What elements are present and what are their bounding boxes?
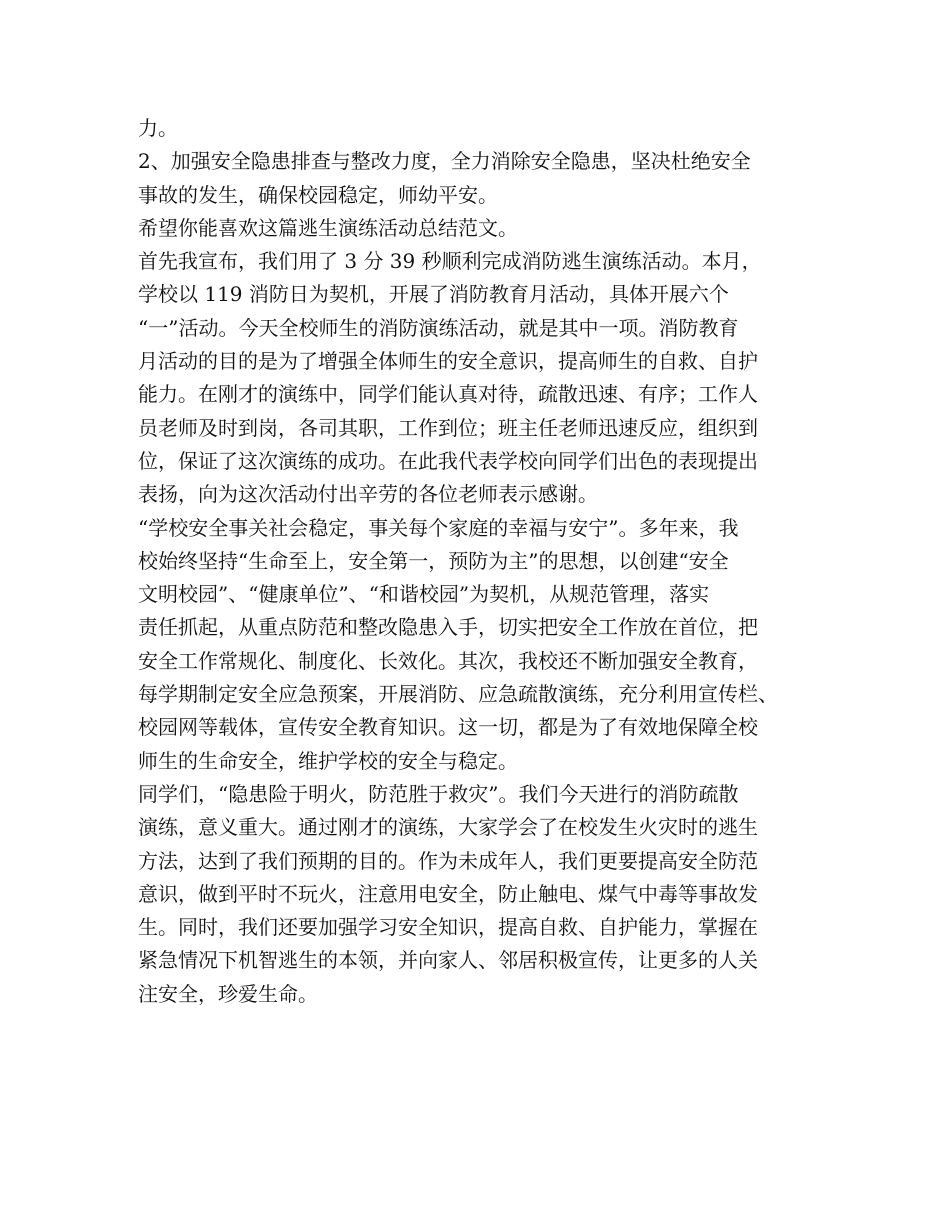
text-line: 校始终坚持“生命至上，安全第一，预防为主”的思想，以创建“安全 bbox=[138, 548, 729, 573]
text-line: 方法，达到了我们预期的目的。作为未成年人，我们更要提高安全防范 bbox=[138, 848, 758, 873]
text-line: 生。同时，我们还要加强学习安全知识，提高自救、自护能力，掌握在 bbox=[138, 915, 758, 940]
text-line: 同学们，“隐患险于明火，防范胜于救灾”。我们今天进行的消防疏散 bbox=[138, 781, 739, 806]
text-line: 首先我宣布，我们用了 3 分 39 秒顺利完成消防逃生演练活动。本月， bbox=[138, 249, 762, 274]
text-line: 演练，意义重大。通过刚才的演练，大家学会了在校发生火灾时的逃生 bbox=[138, 815, 758, 840]
text-line: 安全工作常规化、制度化、长效化。其次，我校还不断加强安全教育， bbox=[138, 648, 758, 673]
text-line: 注安全，珍爱生命。 bbox=[138, 981, 318, 1006]
text-line: 事故的发生，确保校园稳定，师幼平安。 bbox=[138, 182, 498, 207]
text-line: “学校安全事关社会稳定，事关每个家庭的幸福与安宁”。多年来，我 bbox=[138, 515, 739, 540]
text-line: 月活动的目的是为了增强全体师生的安全意识，提高师生的自救、自护 bbox=[138, 349, 758, 374]
document-body bbox=[138, 112, 818, 1011]
text-line: 文明校园”、“健康单位”、“和谐校园”为契机，从规范管理，落实 bbox=[138, 582, 710, 607]
text-line: 2、加强安全隐患排查与整改力度，全力消除安全隐患，坚决杜绝安全 bbox=[138, 149, 751, 174]
text-line: 意识，做到平时不玩火，注意用电安全，防止触电、煤气中毒等事故发 bbox=[138, 881, 758, 906]
text-line: 位，保证了这次演练的成功。在此我代表学校向同学们出色的表现提出 bbox=[138, 448, 758, 473]
text-line: 表扬，向为这次活动付出辛劳的各位老师表示感谢。 bbox=[138, 482, 598, 507]
text-line: 希望你能喜欢这篇逃生演练活动总结范文。 bbox=[138, 215, 518, 240]
text-line: 力。 bbox=[138, 116, 178, 140]
text-line: 师生的生命安全，维护学校的安全与稳定。 bbox=[138, 748, 518, 773]
text-line: “一”活动。今天全校师生的消防演练活动，就是其中一项。消防教育 bbox=[138, 315, 739, 340]
text-line: 校园网等载体，宣传安全教育知识。这一切，都是为了有效地保障全校 bbox=[138, 715, 758, 740]
text-line: 能力。在刚才的演练中，同学们能认真对待，疏散迅速、有序；工作人 bbox=[138, 382, 758, 407]
text-line: 学校以 119 消防日为契机，开展了消防教育月活动，具体开展六个 bbox=[138, 282, 729, 307]
text-line: 紧急情况下机智逃生的本领，并向家人、邻居积极宣传，让更多的人关 bbox=[138, 948, 758, 973]
text-line: 员老师及时到岗，各司其职，工作到位；班主任老师迅速反应，组织到 bbox=[138, 415, 758, 440]
text-line: 每学期制定安全应急预案，开展消防、应急疏散演练，充分利用宣传栏、 bbox=[138, 682, 778, 707]
text-line: 责任抓起，从重点防范和整改隐患入手，切实把安全工作放在首位，把 bbox=[138, 615, 758, 640]
